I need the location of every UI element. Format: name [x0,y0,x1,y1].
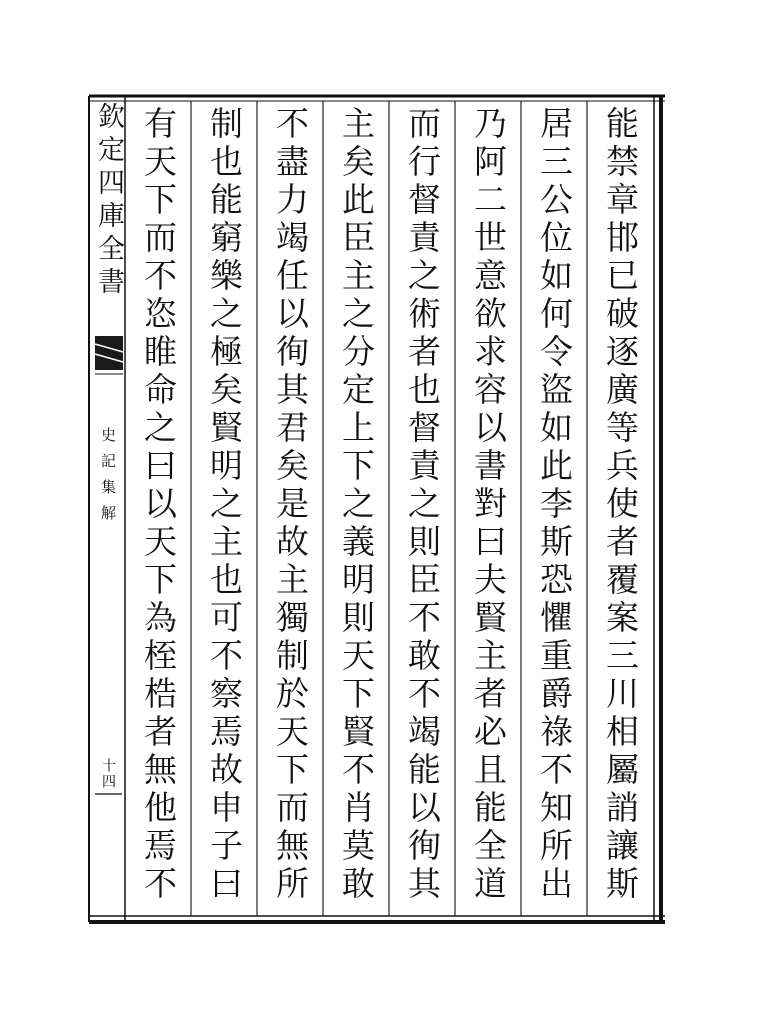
text-column-2: 居三公位如何令盜如此李斯恐懼重爵祿不知所出 [535,106,574,904]
text-column-1: 能禁章邯已破逐廣等兵使者覆案三川相屬誚讓斯 [601,106,640,904]
text-column-4: 而行督責之術者也督責之則臣不敢不竭能以徇其 [403,106,442,904]
text-column-6: 不盡力竭任以徇其君矣是故主獨制於天下而無所 [271,106,310,904]
text-column-5: 主矣此臣主之分定上下之義明則天下賢不肖莫敢 [337,106,376,904]
text-column-3: 乃阿二世意欲求容以書對曰夫賢主者必且能全道 [469,106,508,904]
book-title: 欽定四庫全書 [93,102,124,300]
fish-tail-mark [95,336,123,374]
page-number: 十四 [100,758,116,790]
text-column-7: 制也能窮樂之極矣賢明之主也可不察焉故申子曰 [205,106,244,904]
section-title: 史記集解 [99,427,117,531]
text-column-8: 有天下而不恣睢命之曰以天下為桎梏者無他焉不 [139,106,178,904]
